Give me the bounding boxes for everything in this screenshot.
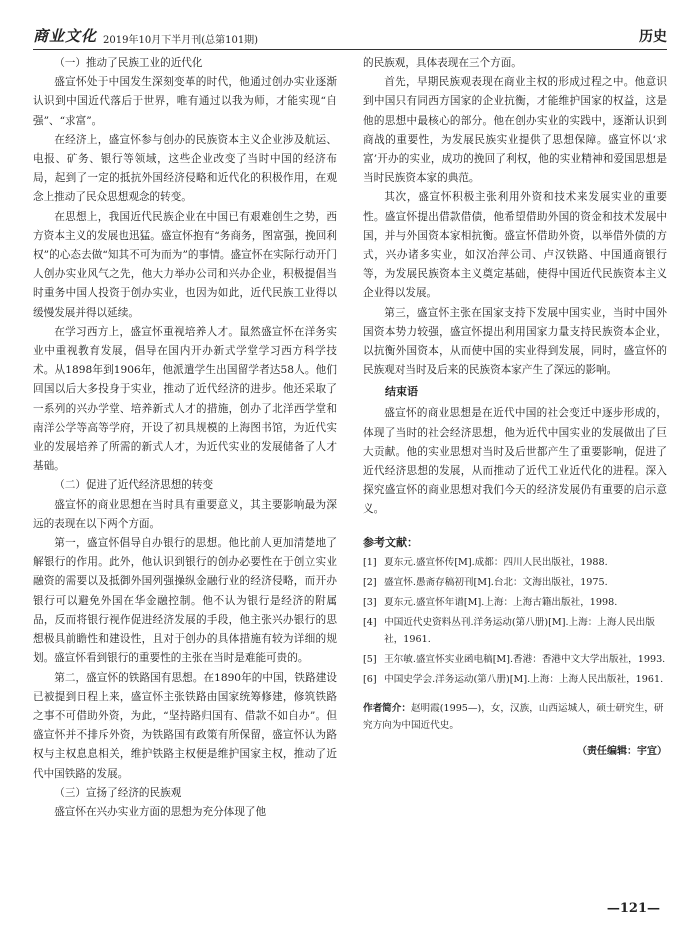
responsible-editor: （责任编辑：宇宜） (577, 745, 667, 757)
paragraph: 盛宣怀在兴办实业方面的思想为充分体现了他 (54, 805, 267, 818)
paragraph: 在学习西方上，盛宣怀重视培养人才。鼠然盛宣怀在洋务实业中重视教育发展，倡导在国内开办新式学堂学习西方科学技术。从1898年到1906年，他派遣学生出国留学者达58人。他们回国以后大多投身于实业，推动了近代经济的进步。他还采取了一系列的兴办学堂、培养新式人才的措施，创办了北洋西学堂和南洋公学等高等学府，开设了初具规模的上海图书馆，为近代实业的发展培养了所需的新式人才，为近代实业的发展储备了人才基础。 (33, 325, 337, 473)
left-column (33, 54, 337, 884)
right-column (363, 54, 667, 884)
header-left (33, 25, 258, 46)
page-number: —121— (606, 901, 660, 916)
references-list (363, 554, 667, 688)
reference-number: [1] (363, 556, 377, 568)
article-body (33, 54, 667, 884)
reference-number: [5] (363, 653, 377, 665)
author-bio-text: 赵明霞(1995—)，女，汉族，山西运城人，硕士研究生，研究方向为中国近代史。 (363, 702, 664, 731)
paragraph: 首先，早期民族观表现在商业主权的形成过程之中。他意识到中国只有同西方国家的企业抗衡，才能维护国家的权益，这是他的思想中最核心的部分。他在创办实业的实践中，逐渐认识到商战的重要性，为发展民族实业提供了思想保障。盛宣怀以‘求富’开办的实业，成功的挽回了利权，他的实业精神和爱国思想是当时民族资本家的典范。 (363, 76, 667, 185)
journal-logo: 商业文化 (33, 27, 98, 45)
paragraph: 盛宣怀的商业思想是在近代中国的社会变迁中逐步形成的，体现了当时的社会经济思想，他为近代中国实业的发展做出了巨大贡献。他的实业思想对当时及后世都产生了重要影响，促进了近代经济思想的发展，从而推动了近代工业近代化的进程。深入探究盛宣怀的商业思想对我们今天的经济发展仍有重要的启示意义。 (363, 407, 667, 516)
reference-item (363, 671, 667, 688)
reference-text: 中国近代史资料丛刊.洋务运动(第八册)[M].上海：上海人民出版社，1961. (384, 616, 655, 645)
reference-item (363, 614, 667, 648)
paragraph: 盛宣怀处于中国发生深刻变革的时代，他通过创办实业逐渐认识到中国近代落后于世界，唯有通过以我为师，才能实现“自强”、“求富”。 (33, 76, 337, 127)
reference-number: [4] (363, 616, 377, 628)
reference-item (363, 554, 667, 571)
reference-number: [6] (363, 673, 377, 685)
running-header (33, 20, 667, 50)
reference-text: 中国史学会.洋务运动(第八册)[M].上海：上海人民出版社，1961. (384, 673, 664, 685)
reference-number: [3] (363, 596, 377, 608)
section-heading: 结束语 (385, 385, 418, 399)
reference-text: 夏东元.盛宣怀传[M].成都：四川人民出版社，1988. (384, 556, 608, 568)
paragraph: 其次，盛宣怀积极主张利用外资和技术来发展实业的重要性。盛宣怀提出借款借债，他希望借助外国的资金和技术发展中国，并与外国资本家相抗衡。盛宣怀借助外资，以举借外债的方式，兴办诸多实业，如汉冶萍公司、卢汉铁路、中国通商银行等，为发展民族资本主义奠定基础，使得中国近代民族资本主义企业得以发展。 (363, 191, 667, 300)
paragraph: 在经济上，盛宣怀参与创办的民族资本主义企业涉及航运、电报、矿务、银行等领域，这些企业改变了当时中国的经济布局，起到了一定的抵抗外国经济侵略和近代化的积极作用，在观念上推动了民众思想观念的转变。 (33, 133, 337, 204)
paragraph: 第一，盛宣怀倡导自办银行的思想。他比前人更加清楚地了解银行的作用。此外，他认识到银行的创办必要性在于创立实业融资的需要以及抵御外国列强操纵金融行业的经济侵略，而开办银行可以避免外国在华金融控制。他不认为银行是经济的附属品，反而将银行视作促进经济发展的手段，他主张兴办银行的思想极具前瞻性和建设性，且对于创办的具体措施有较为详细的规划。盛宣怀看到银行的重要性的主张在当时是难能可贵的。 (33, 537, 337, 665)
paragraph: 盛宣怀的商业思想在当时具有重要意义，其主要影响最为深远的表现在以下两个方面。 (33, 498, 337, 530)
paragraph: 第二，盛宣怀的铁路国有思想。在1890年的中国，铁路建设已被提到日程上来，盛宣怀主张铁路由国家统筹修建，修筑铁路之事不可借助外资，为此，“坚持路归国有、借款不如自办”。但盛宣怀并不排斥外资，为铁路国有政策有所保留，盛宣怀认为路权与主权息息相关，维护铁路主权便是维护国家主权，推动了近代中国铁路的发展。 (33, 671, 337, 780)
reference-text: 王尔敏.盛宣怀实业函电稿[M].香港：香港中文大学出版社，1993. (384, 653, 666, 665)
subsection-heading: （三）宣扬了经济的民族观 (54, 786, 182, 799)
references-title: 参考文献： (363, 535, 418, 549)
paragraph: 在思想上，我国近代民族企业在中国已有艰难创生之势，西方资本主义的发展也迅猛。盛宣怀抱有“务商务，图富强，挽回利权”的心态去做“知其不可为而为”的事情。盛宣怀在实际行动开门人创办实业风气之先，他大力举办公司和兴办企业，积极提倡当时重务中国人投资于创办实业，也因为如此，近代民族工业得以缓慢发展并得以延续。 (33, 210, 337, 319)
reference-text: 盛宣怀.愚斋存稿初刊[M].台北：文海出版社，1975. (384, 576, 608, 588)
reference-item (363, 594, 667, 611)
subsection-heading: （一）推动了民族工业的近代化 (54, 57, 203, 69)
paragraph: 的民族观，具体表现在三个方面。 (363, 57, 522, 69)
reference-text: 夏东元.盛宣怀年谱[M].上海：上海古籍出版社，1998. (384, 596, 618, 608)
author-bio-label: 作者简介： (363, 702, 411, 714)
author-bio (363, 700, 667, 734)
section-name: 历史 (639, 29, 667, 45)
subsection-heading: （二）促进了近代经济思想的转变 (54, 479, 214, 492)
issue-info: 2019年10月下半月刊(总第101期) (103, 35, 259, 46)
reference-item (363, 651, 667, 668)
reference-number: [2] (363, 576, 377, 588)
right-column-text (363, 54, 667, 520)
reference-item (363, 574, 667, 591)
paragraph: 第三，盛宣怀主张在国家支持下发展中国实业，当时中国外国资本势力较强，盛宣怀提出利用国家力量支持民族资本企业，以抗衡外国资本，从而使中国的实业得到发展，同时，盛宣怀的民族观对当时及后来的民族资本家产生了深远的影响。 (363, 306, 667, 377)
